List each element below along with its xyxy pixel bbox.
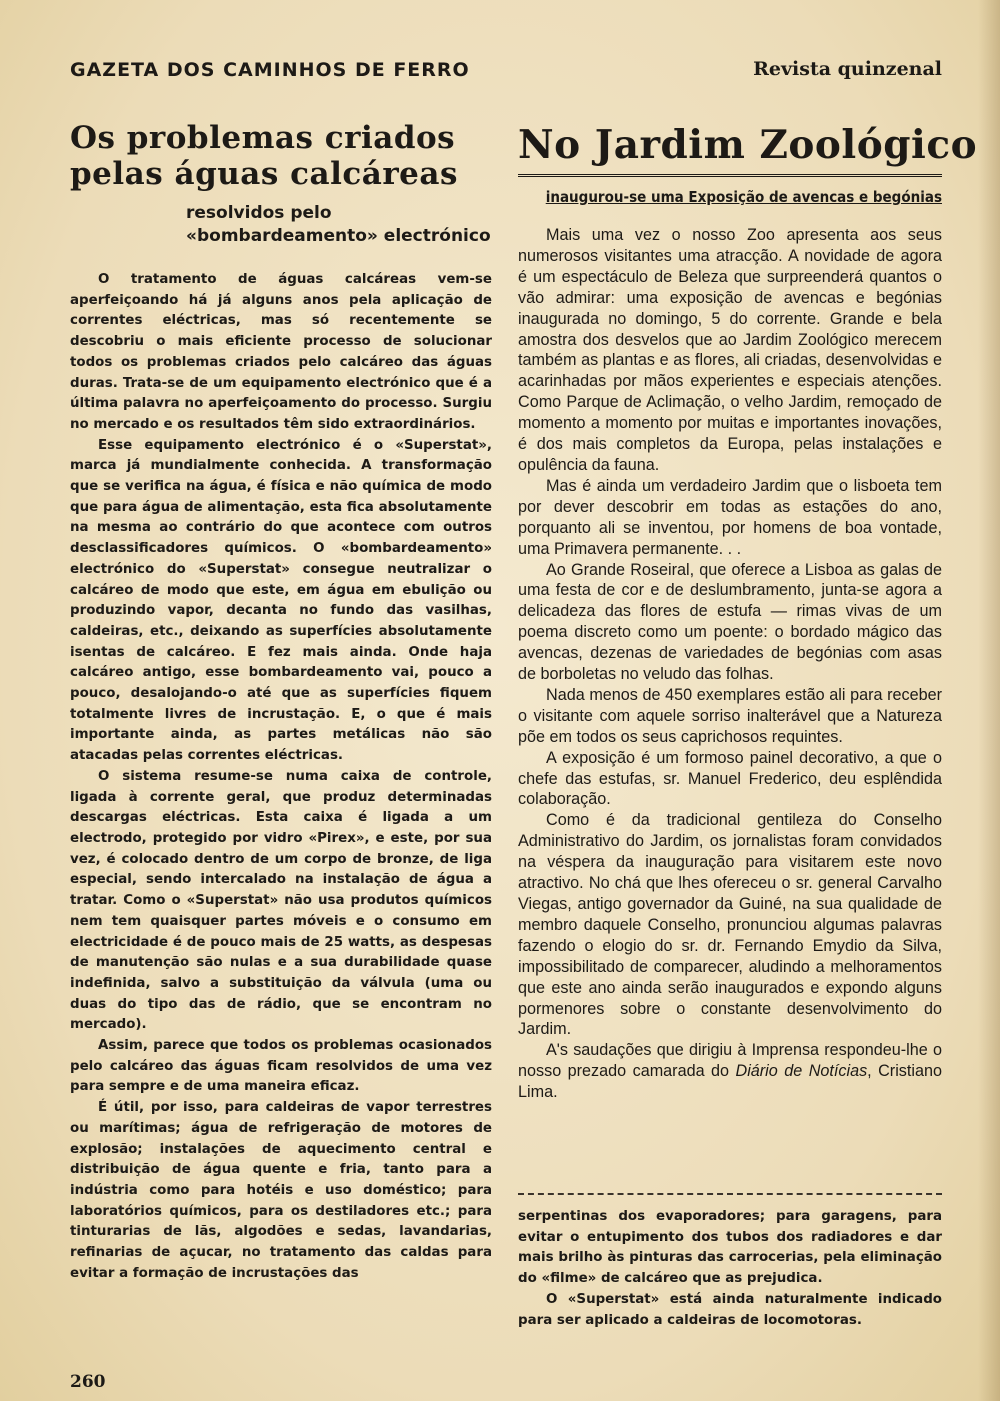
magazine-tagline: Revista quinzenal <box>753 58 942 80</box>
left-article-body <box>70 270 492 1284</box>
right-article-subtitle: inaugurou-se uma Exposição de avencas e begónias <box>545 188 942 206</box>
section-divider <box>518 1193 942 1195</box>
right-article-body <box>518 225 942 1103</box>
text-run: A's saudações que dirigiu à Imprensa respondeu-lhe o nosso prezado camarada do <box>518 1041 942 1081</box>
text-run: , Cristiano Lima. <box>518 1062 942 1102</box>
right-article-title: No Jardim Zoológico <box>518 120 942 177</box>
paragraph: Ao Grande Roseiral, que oferece a Lisboa as galas de uma festa de cor e de deslumbramento, junta-se agora a delicadeza das flores de estufa — rimas vivas de um poema discreto como um poente: o bordado mágico das avencas, dezenas de variedades de begónias com asas de borboletas no veludo das folhas. <box>518 560 942 684</box>
paragraph: Como é da tradicional gentileza do Conselho Administrativo do Jardim, os jornalistas foram convidados na véspera da inauguração para visitarem este novo atractivo. No chá que lhes ofereceu o sr. general Carvalho Viegas, antigo governador da Guiné, na sua qualidade de membro daquele Conselho, pronunciou algumas palavras fazendo o elogio do sr. dr. Fernando Emydio da Silva, impossibilitado de comparecer, aludindo a melhoramentos que este ano ainda serão inaugurados e expondo alguns pormenores sobre o constante desenvolvimento do Jardim. <box>518 811 942 1039</box>
magazine-title: GAZETA DOS CAMINHOS DE FERRO <box>70 59 470 81</box>
left-article-title: Os problemas criados pelas águas calcáreas <box>70 120 458 192</box>
newspaper-name: Diário de Notícias <box>735 1062 868 1081</box>
page-number: 260 <box>70 1372 106 1392</box>
paragraph: serpentinas dos evaporadores; para garagens, para evitar o entupimento dos tubos dos radiadores e dar mais brilho às pinturas das carrocerias, pela eliminação do «filme» de calcáreo que as prejudica. <box>518 1209 942 1287</box>
paragraph: Esse equipamento electrónico é o «Superstat», marca já mundialmente conhecida. A transformação que se verifica na água, é física e não química de modo que para água de alimentação, esta fica absolutamente na mesma ao contrário do que acontece com outros desclassificadores químicos. O «bombardeamento» electrónico do «Superstat» consegue neutralizar o calcáreo de modo que este, em água em ebulição ou produzindo vapor, decanta no fundo das vasilhas, caldeiras, etc., deixando as superfícies absolutamente isentas de calcáreo. E fez mais ainda. Onde haja calcáreo antigo, esse bombardeamento vai, pouco a pouco, desalojando-o até que as superfícies fiquem totalmente livres de incrustação. E, o que é mais importante ainda, as partes metálicas não são atacadas pelas correntes eléctricas. <box>70 437 492 764</box>
left-article <box>70 120 492 1284</box>
paragraph: Assim, parece que todos os problemas ocasionados pelo calcáreo das águas ficam resolvidos de uma vez para sempre e de uma maneira eficaz. <box>70 1038 492 1095</box>
paragraph: Mas é ainda um verdadeiro Jardim que o lisboeta tem por dever descobrir em todas as estações do ano, porquanto ali se inventou, por homens de boa vontade, uma Primavera permanente. . . <box>518 476 942 558</box>
paragraph: É útil, por isso, para caldeiras de vapor terrestres ou marítimas; água de refrigeração de motores de explosão; instalações de aquecimento central e distribuição de água quente e fria, tanto para a indústria como para hotéis e uso doméstico; para laboratórios químicos, para os destiladores etc.; para tinturarias de lãs, algodões e sedas, lavandarias, refinarias de açucar, no tratamento das caldas para evitar a formação de incrustações das <box>70 1100 492 1281</box>
paragraph: Nada menos de 450 exemplares estão ali para receber o visitante com aquele sorriso inalterável que a Natureza põe em todos os seus caprichosos requintes. <box>518 685 942 746</box>
paragraph: O tratamento de águas calcáreas vem-se aperfeiçoando há já alguns anos pela aplicação de correntes eléctricas, mas só recentemente se descobriu o mais eficiente processo de solucionar todos os problemas criados pelo calcáreo das águas duras. Trata-se de um equipamento electrónico que é a última palavra no aperfeiçoamento do processo. Surgiu no mercado e os resultados têm sido extraordinários. <box>70 272 492 432</box>
left-article-subtitle: resolvidos pelo «bombardeamento» electrónico <box>186 203 491 246</box>
page-edge-shadow <box>978 0 1000 1401</box>
paragraph: O sistema resume-se numa caixa de controle, ligada à corrente geral, que produz determinadas descargas eléctricas. Esta caixa é ligada a um electrodo, protegido por vidro «Pirex», e este, por sua vez, é colocado dentro de um corpo de bronze, de liga especial, sendo intercalado na instalação de água a tratar. Como o «Superstat» não usa produtos químicos nem tem quaisquer partes móveis e o consumo em electricidade é de pouco mais de 25 watts, as despesas de manutenção são nulas e a sua durabilidade quase indefinida, salvo a substituição da válvula (uma ou duas do tipo das de rádio, que se encontram no mercado). <box>70 768 492 1033</box>
paragraph-last <box>518 1040 942 1103</box>
paragraph: O «Superstat» está ainda naturalmente indicado para ser aplicado a caldeiras de locomotoras. <box>518 1291 942 1328</box>
paragraph: A exposição é um formoso painel decorativo, a que o chefe das estufas, sr. Manuel Frederico, deu esplêndida colaboração. <box>518 748 942 809</box>
paragraph: Mais uma vez o nosso Zoo apresenta aos seus numerosos visitantes uma atracção. A novidade de agora é um espectáculo de Beleza que surpreenderá quantos o vão admirar: uma exposição de avencas e begónias inaugurada no domingo, 5 do corrente. Grande e bela amostra dos desvelos que ao Jardim Zoológico merecem também as plantas e as flores, ali criadas, desenvolvidas e acarinhadas por mãos experientes e especiais atenções. Como Parque de Aclimação, o velho Jardim, remoçado de momento a momento por muitas e importantes inovações, é dos mais completos da Europa, pelas instalações e opulência da fauna. <box>518 226 942 474</box>
right-article <box>518 120 978 1103</box>
left-article-continuation <box>518 1207 942 1331</box>
